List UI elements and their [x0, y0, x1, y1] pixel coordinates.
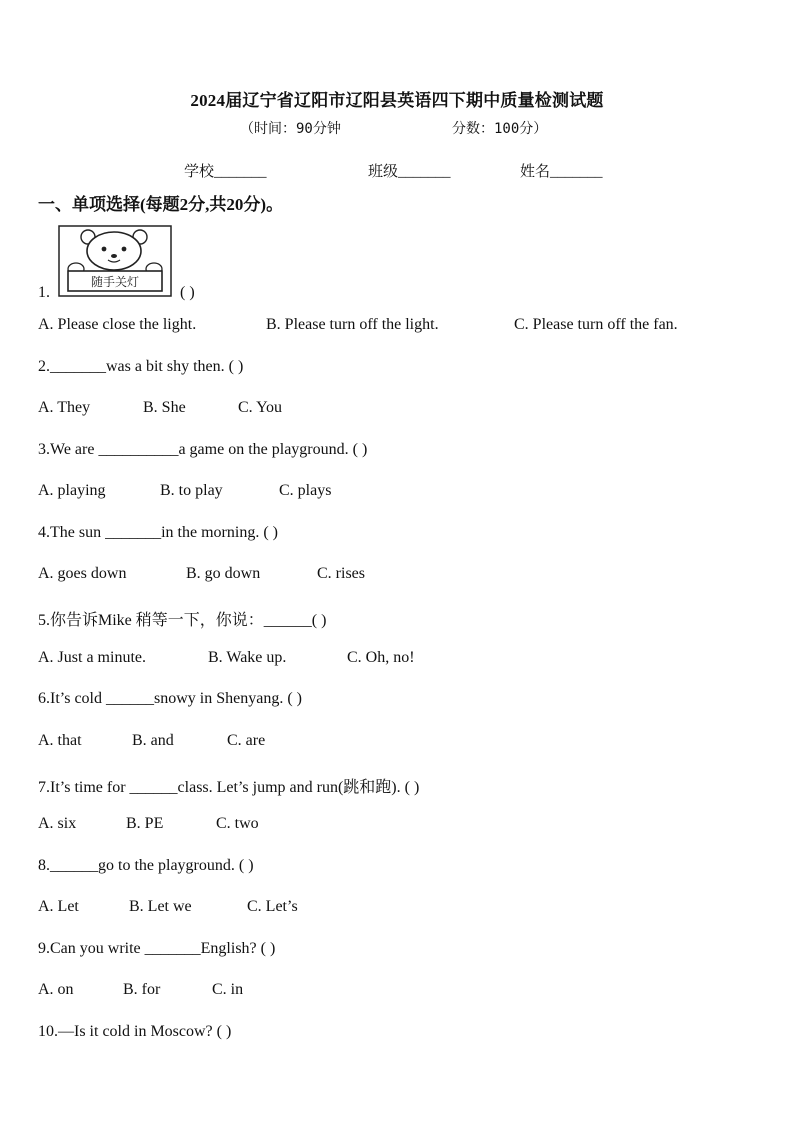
q5-option-c: C. Oh, no!: [347, 649, 415, 666]
q8-option-c: C. Let’s: [247, 898, 298, 915]
score-label: 分数：100分）: [452, 121, 548, 137]
q4-option-a: A. goes down: [38, 565, 127, 582]
q6-option-c: C. are: [227, 732, 266, 749]
q2-option-b: B. She: [143, 399, 186, 416]
q7-option-c: C. two: [216, 815, 259, 832]
question-5: 5.你告诉Mike 稍等一下，你说：______( ): [38, 612, 327, 629]
q9-option-a: A. on: [38, 981, 74, 998]
q4-option-b: B. go down: [186, 565, 261, 582]
question-2: 2._______was a bit shy then. ( ): [38, 358, 244, 375]
question-9: 9.Can you write _______English? ( ): [38, 940, 276, 957]
q7-option-b: B. PE: [126, 815, 164, 832]
q7-option-a: A. six: [38, 815, 77, 832]
q9-option-c: C. in: [212, 981, 244, 998]
q3-option-a: A. playing: [38, 482, 106, 499]
q1-option-c: C. Please turn off the fan.: [514, 316, 678, 333]
question-8: 8.______go to the playground. ( ): [38, 857, 254, 874]
q8-option-a: A. Let: [38, 898, 79, 915]
exam-title: 2024届辽宁省辽阳市辽阳县英语四下期中质量检测试题: [190, 91, 604, 110]
section-heading: 一、单项选择(每题2分,共20分)。: [38, 195, 284, 214]
question-10: 10.—Is it cold in Moscow? ( ): [38, 1023, 232, 1040]
q2-option-c: C. You: [238, 399, 283, 416]
question-3: 3.We are __________a game on the playground. ( ): [38, 441, 368, 458]
question-1-answer-blank: ( ): [180, 284, 195, 301]
q9-option-b: B. for: [123, 981, 161, 998]
question-6: 6.It’s cold ______snowy in Shenyang. ( ): [38, 690, 302, 707]
question-4: 4.The sun _______in the morning. ( ): [38, 524, 278, 541]
q3-option-c: C. plays: [279, 482, 332, 499]
time-label: （时间：90分钟: [240, 121, 341, 137]
question-7: 7.It’s time for ______class. Let’s jump and run(跳和跑). ( ): [38, 779, 420, 796]
q4-option-c: C. rises: [317, 565, 365, 582]
bear-holding-sign-icon: [58, 225, 172, 297]
q6-option-a: A. that: [38, 732, 82, 749]
q1-option-b: B. Please turn off the light.: [266, 316, 439, 333]
q5-option-a: A. Just a minute.: [38, 649, 146, 666]
q2-option-a: A. They: [38, 399, 91, 416]
name-field: 姓名_______: [520, 164, 603, 180]
q6-option-b: B. and: [132, 732, 174, 749]
q1-option-a: A. Please close the light.: [38, 316, 197, 333]
sign-text: 随手关灯: [90, 275, 140, 289]
question-1-number: 1.: [38, 284, 50, 301]
q3-option-b: B. to play: [160, 482, 223, 499]
class-field: 班级_______: [368, 164, 451, 180]
q5-option-b: B. Wake up.: [208, 649, 287, 666]
school-field: 学校_______: [184, 164, 267, 180]
q8-option-b: B. Let we: [129, 898, 192, 915]
